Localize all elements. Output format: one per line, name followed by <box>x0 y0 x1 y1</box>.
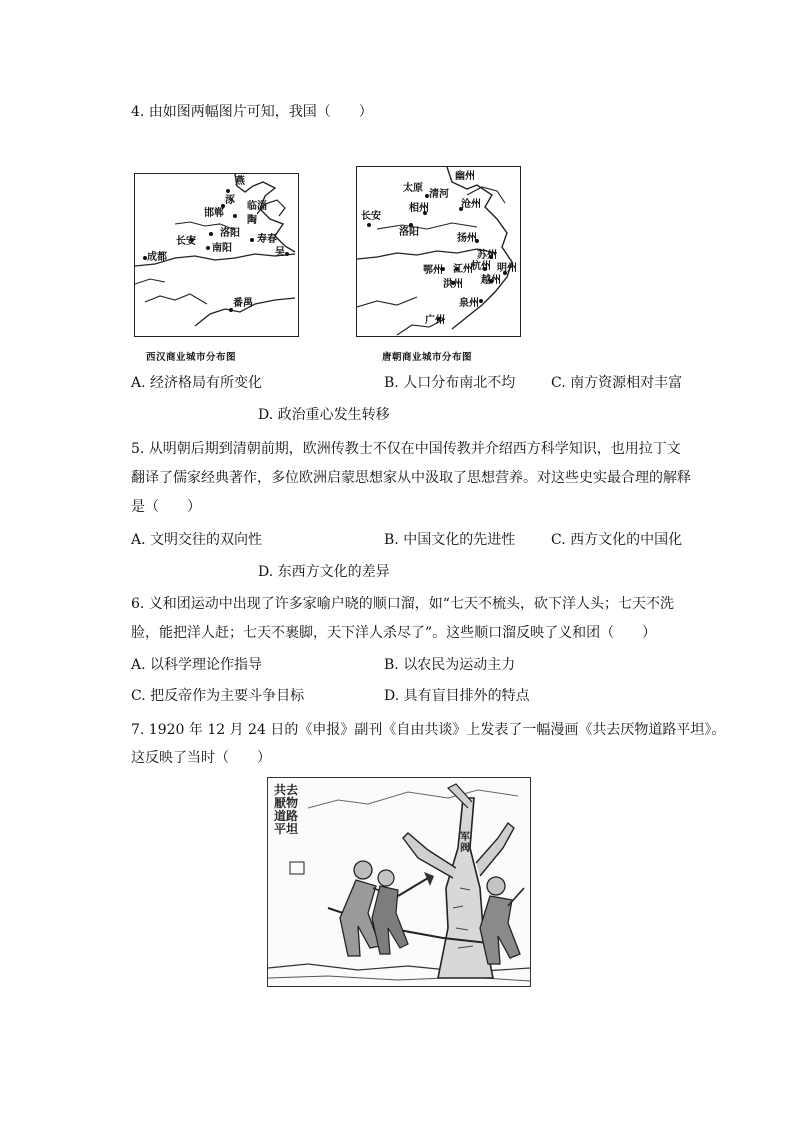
map1-city: 成都 <box>147 252 167 263</box>
cartoon-drawing <box>268 778 530 986</box>
map2-city: 洛阳 <box>399 227 419 238</box>
map1-city: 涿 <box>225 195 235 206</box>
q6-stem-line1: 6. 义和团运动中出现了许多家喻户晓的顺口溜，如“七天不梳头，砍下洋人头；七天不洗 <box>131 596 674 612</box>
map2-city: 相州 <box>409 203 429 214</box>
q7-stem-line1: 7. 1920 年 12 月 24 日的《申报》副刊《自由共谈》上发表了一幅漫画《共去厌物道路平坦》。 <box>131 722 726 738</box>
map2-city: 扬州 <box>457 233 477 244</box>
q7-stem-line2: 这反映了当时（ ） <box>131 750 271 766</box>
map1-city: 陶 <box>247 215 257 226</box>
map2-city: 清河 <box>429 189 449 200</box>
map2-city: 洪州 <box>443 279 463 290</box>
q5-option-d[interactable]: D. 东西方文化的差异 <box>258 564 390 580</box>
map2-city: 明州 <box>497 263 517 274</box>
q4-option-d[interactable]: D. 政治重心发生转移 <box>258 407 390 423</box>
map2-city: 鄂州 <box>423 265 443 276</box>
q5-stem-line3: 是（ ） <box>131 499 201 515</box>
map2-city: 幽州 <box>455 171 475 182</box>
map1-city: 长安 <box>176 236 196 247</box>
map-tang <box>356 166 521 337</box>
map2-city: 太原 <box>403 183 423 194</box>
map1-city: 燕 <box>235 176 245 187</box>
q4-option-b[interactable]: B. 人口分布南北不均 <box>384 375 516 391</box>
map1-city: 番禺 <box>233 298 253 309</box>
cartoon-title: 共去厭物道路平坦 <box>274 783 299 836</box>
map2-city: 长安 <box>361 211 381 222</box>
q6-option-d[interactable]: D. 具有盲目排外的特点 <box>384 688 530 704</box>
q5-option-c[interactable]: C. 西方文化的中国化 <box>551 532 683 548</box>
map1-city: 吴 <box>275 247 285 258</box>
map2-city: 泉州 <box>459 298 479 309</box>
map1-city: 邯郸 <box>204 208 224 219</box>
map-western-han <box>134 173 299 337</box>
map2-city: 杭州 <box>471 261 491 272</box>
map1-city: 寿春 <box>257 234 277 245</box>
map2-city: 沧州 <box>461 199 481 210</box>
map2-caption: 唐朝商业城市分布图 <box>382 352 473 363</box>
map1-city: 临淄 <box>247 201 267 212</box>
map1-caption: 西汉商业城市分布图 <box>146 352 237 363</box>
q5-stem-line2: 翻译了儒家经典著作，多位欧洲启蒙思想家从中汲取了思想营养。对这些史实最合理的解释 <box>131 470 691 486</box>
map2-city: 苏州 <box>477 250 497 261</box>
q6-option-b[interactable]: B. 以农民为运动主力 <box>384 657 516 673</box>
q6-option-c[interactable]: C. 把反帝作为主要斗争目标 <box>131 688 305 704</box>
q5-option-a[interactable]: A. 文明交往的双向性 <box>131 532 263 548</box>
q5-option-b[interactable]: B. 中国文化的先进性 <box>384 532 516 548</box>
q4-option-a[interactable]: A. 经济格局有所变化 <box>131 375 263 391</box>
q4-stem: 4. 由如图两幅图片可知，我国（ ） <box>131 104 373 120</box>
cartoon-illustration <box>267 777 531 987</box>
map2-city: 广州 <box>425 315 445 326</box>
map1-city: 洛阳 <box>220 228 240 239</box>
q6-stem-line2: 脸，能把洋人赶；七天不裹脚，天下洋人杀尽了”。这些顺口溜反映了义和团（ ） <box>131 625 657 641</box>
cartoon-tree-label: 军阀 <box>460 832 470 854</box>
map2-city: 越州 <box>481 275 501 286</box>
q5-stem-line1: 5. 从明朝后期到清朝前期，欧洲传教士不仅在中国传教并介绍西方科学知识，也用拉丁文 <box>131 441 681 457</box>
map2-city: 江州 <box>453 264 473 275</box>
map1-city: 南阳 <box>212 243 232 254</box>
q4-option-c[interactable]: C. 南方资源相对丰富 <box>551 375 683 391</box>
q6-option-a[interactable]: A. 以科学理论作指导 <box>131 657 263 673</box>
